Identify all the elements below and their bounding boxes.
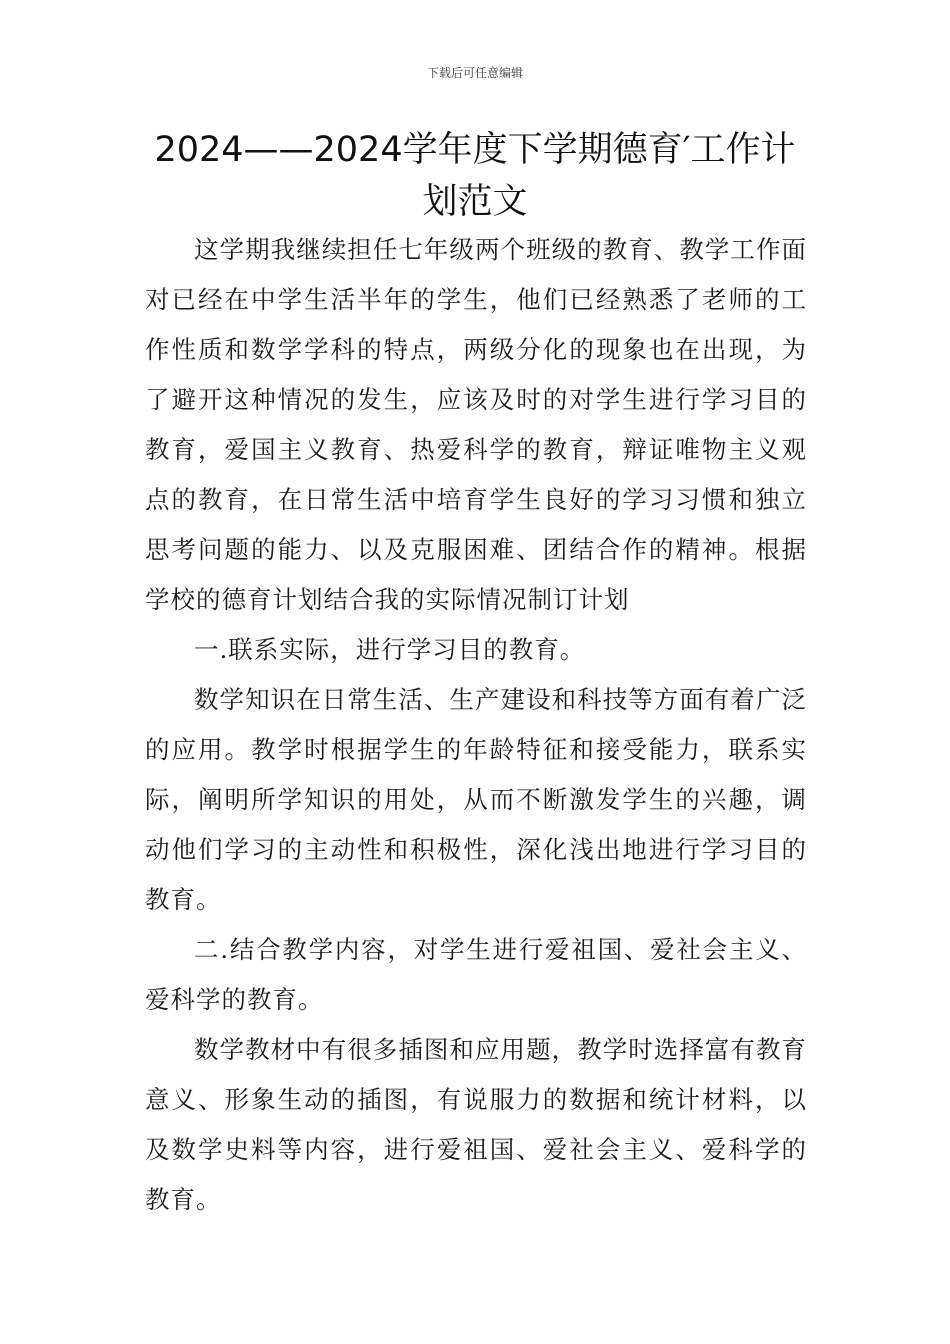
document-body [145, 225, 807, 1225]
paragraph-section-1: 数学知识在日常生活、生产建设和科技等方面有着广泛的应用。教学时根据学生的年龄特征和接受能力，联系实际，阐明所学知识的用处，从而不断激发学生的兴趣，调动他们学习的主动性和积极性，深化浅出地进行学习目的教育。 [145, 685, 807, 914]
paragraph-intro: 这学期我继续担任七年级两个班级的教育、教学工作面对已经在中学生活半年的学生，他们已经熟悉了老师的工作性质和数学学科的特点，两级分化的现象也在出现，为了避开这种情况的发生，应该及时的对学生进行学习目的教育，爱国主义教育、热爱科学的教育，辩证唯物主义观点的教育，在日常生活中培育学生良好的学习习惯和独立思考问题的能力、以及克服困难、团结合作的精神。根据学校的德育计划结合我的实际情况制订计划 [145, 235, 807, 614]
header-note: 下载后可任意编辑 [426, 66, 523, 80]
section-heading-1: 一.联系实际，进行学习目的教育。 [194, 635, 586, 664]
section-heading-2: 二.结合教学内容，对学生进行爱祖国、爱社会主义、爱科学的教育。 [145, 935, 807, 1014]
document-title: 2024——2024学年度下学期德育′工作计划范文 [154, 130, 796, 222]
paragraph-section-2: 数学教材中有很多插图和应用题，教学时选择富有教育意义、形象生动的插图，有说服力的数据和统计材料，以及数学史料等内容，进行爱祖国、爱社会主义、爱科学的教育。 [145, 1035, 807, 1214]
